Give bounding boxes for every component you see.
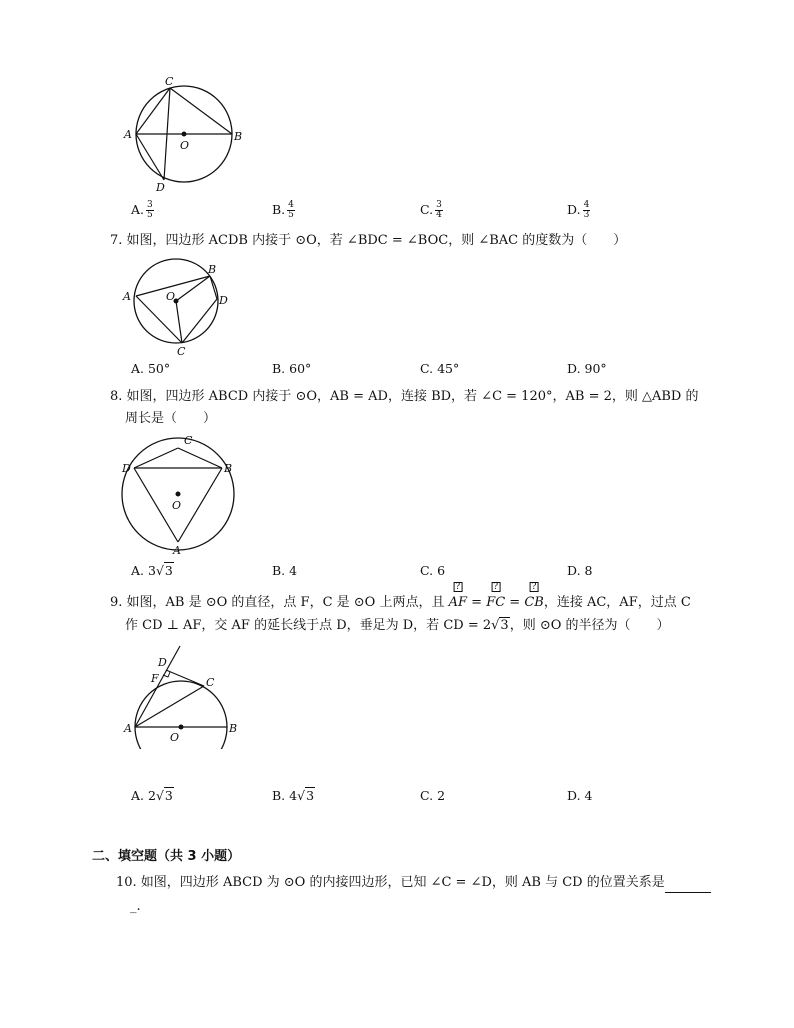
q8-figure	[120, 430, 250, 560]
q9-label-a: A	[124, 722, 132, 735]
sqrt: √3	[155, 563, 173, 578]
q6-option-c[interactable]: C. $\frac{3}{4}$	[420, 200, 442, 220]
q10-tail: _.	[130, 899, 141, 914]
sqrt: √3	[491, 618, 509, 633]
q6-label-o: O	[180, 139, 190, 152]
q8-label-d: D	[122, 462, 131, 475]
fraction: $\frac{3}{5}$	[147, 200, 153, 220]
q7-label-b: B	[208, 263, 217, 276]
q9-label-o: O	[170, 731, 180, 744]
fraction: $\frac{4}{5}$	[288, 200, 294, 220]
q9-label-b: B	[229, 722, 238, 735]
q10-stem: 10. 如图，四边形 ABCD 为 ⊙O 的内接四边形，已知 ∠C = ∠D，则 AB 与 CD 的位置关系是	[116, 873, 711, 893]
q6-option-d[interactable]: D. $\frac{4}{3}$	[567, 200, 590, 220]
q6-option-b[interactable]: B. $\frac{4}{5}$	[272, 200, 294, 220]
q8-label-a: A	[173, 544, 181, 557]
answer-blank[interactable]	[665, 878, 711, 893]
q8-option-a[interactable]: A. 3√3	[131, 563, 173, 578]
q7-option-b[interactable]: B. 60°	[272, 361, 312, 376]
q8-stem-line2: 周长是（ ）	[125, 411, 217, 426]
q6-label-d: D	[156, 181, 165, 194]
q6-option-a[interactable]: A. $\frac{3}{5}$	[131, 200, 153, 220]
broken-glyph-icon: ?	[531, 582, 537, 592]
arc-fc: ? FC	[486, 582, 506, 610]
q6-label-b: B	[234, 130, 243, 143]
q9-label-d: D	[158, 656, 167, 669]
q7-option-c[interactable]: C. 45°	[420, 361, 460, 376]
q9-figure	[120, 644, 250, 749]
q9-label-f: F	[151, 672, 159, 685]
q6-label-c: C	[165, 75, 174, 88]
arc-af: ? AF	[448, 582, 468, 610]
q8-label-b: B	[224, 462, 233, 475]
q8-option-b[interactable]: B. 4	[272, 563, 298, 578]
q8-option-c[interactable]: C. 6	[420, 563, 446, 578]
q9-option-d[interactable]: D. 4	[567, 788, 593, 803]
q9-stem-line2: 作 CD ⊥ AF，交 AF 的延长线于点 D，垂足为 D，若 CD = 2√3，则 ⊙O 的半径为（ ）	[125, 616, 670, 636]
q8-option-d[interactable]: D. 8	[567, 563, 593, 578]
q7-option-a[interactable]: A. 50°	[131, 361, 171, 376]
broken-glyph-icon: ?	[493, 582, 499, 592]
q9-option-c[interactable]: C. 2	[420, 788, 446, 803]
q9-option-a[interactable]: A. 2√3	[131, 788, 173, 803]
q7-figure	[120, 258, 235, 358]
q7-stem: 7. 如图，四边形 ACDB 内接于 ⊙O，若 ∠BDC = ∠BOC，则 ∠BAC 的度数为（ ）	[110, 233, 627, 248]
broken-glyph-icon: ?	[455, 582, 461, 592]
q9-label-c: C	[206, 676, 215, 689]
q7-label-o: O	[166, 290, 176, 303]
section-title: 二、填空题（共 3 小题）	[92, 849, 241, 864]
q7-label-a: A	[123, 290, 131, 303]
q9-stem-line1: 9. 如图，AB 是 ⊙O 的直径，点 F，C 是 ⊙O 上两点，且 ? AF = ? FC = ? CB，连接 AC，AF，过点 C	[110, 593, 691, 613]
q8-stem-line1: 8. 如图，四边形 ABCD 内接于 ⊙O，AB = AD，连接 BD，若 ∠C = 120°，AB = 2，则 △ABD 的	[110, 389, 699, 404]
q7-option-d[interactable]: D. 90°	[567, 361, 607, 376]
q9-option-b[interactable]: B. 4√3	[272, 788, 315, 803]
fraction: $\frac{4}{3}$	[583, 200, 590, 220]
sqrt: √3	[155, 788, 173, 803]
q8-label-o: O	[172, 499, 182, 512]
q7-label-c: C	[177, 345, 186, 358]
q7-label-d: D	[219, 294, 228, 307]
arc-cb: ? CB	[524, 582, 544, 610]
q8-label-c: C	[184, 434, 193, 447]
q6-label-a: A	[124, 128, 132, 141]
q6-figure	[118, 74, 248, 194]
sqrt: √3	[297, 788, 315, 803]
fraction: $\frac{3}{4}$	[436, 200, 442, 220]
